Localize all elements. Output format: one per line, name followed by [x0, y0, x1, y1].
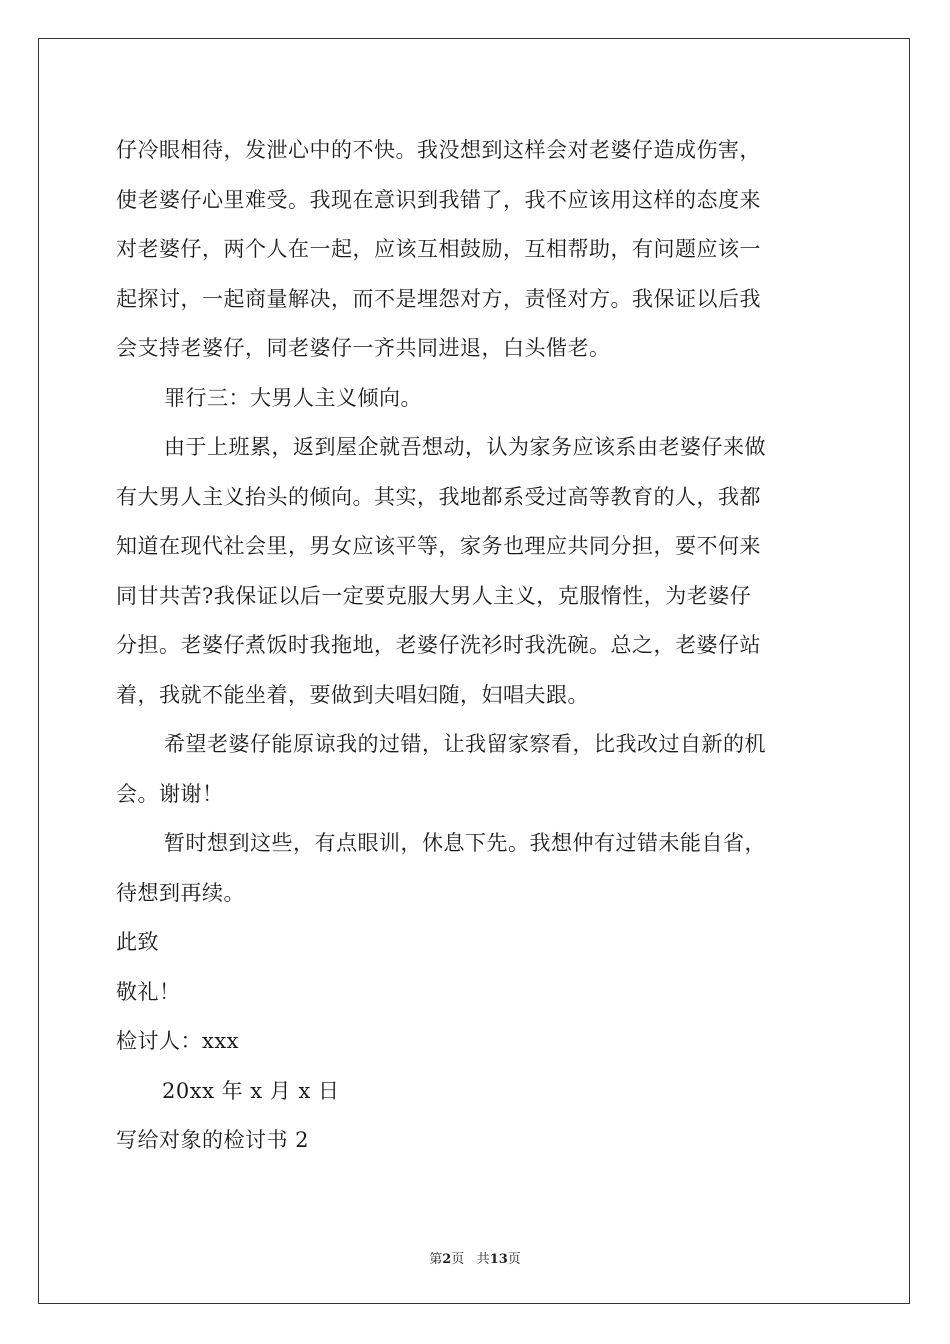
body-line: 由于上班累，返到屋企就吾想动，认为家务应该系由老婆仔来做: [164, 435, 766, 459]
body-line: 起探讨，一起商量解决，而不是埋怨对方，责怪对方。我保证以后我: [116, 286, 761, 311]
total-suffix: 页: [507, 1252, 521, 1267]
document-body: [116, 126, 836, 1166]
page-prefix: 第: [429, 1252, 443, 1267]
body-line: 仔冷眼相待，发泄心中的不快。我没想到这样会对老婆仔造成伤害，: [116, 138, 761, 162]
total-prefix: 共: [476, 1252, 490, 1267]
body-line: 着，我就不能坐着，要做到夫唱妇随，妇唱夫跟。: [116, 682, 589, 707]
next-title: 写给对象的检讨书 2: [116, 1128, 310, 1152]
date-line: 20xx 年 x 月 x 日: [162, 1078, 340, 1103]
total-pages: 13: [489, 1252, 508, 1267]
section-heading: 罪行三：大男人主义倾向。: [164, 385, 422, 410]
body-line: 同甘共苦?我保证以后一定要克服大男人主义，克服惰性，为老婆仔: [116, 583, 752, 608]
body-line: 暂时想到这些，有点眼训，休息下先。我想仲有过错未能自省，: [164, 831, 766, 855]
body-line: 会支持老婆仔，同老婆仔一齐共同进退，白头偕老。: [116, 336, 611, 360]
closing-line: 此致: [116, 930, 159, 954]
page-suffix: 页: [451, 1252, 465, 1267]
body-line: 使老婆仔心里难受。我现在意识到我错了，我不应该用这样的态度来: [116, 187, 761, 212]
body-line: 知道在现代社会里，男女应该平等，家务也理应共同分担，要不何来: [116, 534, 761, 558]
signature-line: 检讨人：xxx: [116, 1029, 240, 1053]
body-line: 希望老婆仔能原谅我的过错，让我留家察看，比我改过自新的机: [164, 732, 766, 756]
page-number: 2: [442, 1252, 452, 1267]
page-footer: [0, 1248, 950, 1267]
body-line: 对老婆仔，两个人在一起，应该互相鼓励，互相帮助，有问题应该一: [116, 237, 761, 261]
salutation-line: 敬礼！: [116, 979, 181, 1004]
body-line: 分担。老婆仔煮饭时我拖地，老婆仔洗衫时我洗碗。总之，老婆仔站: [116, 633, 761, 657]
body-line: 会。谢谢！: [116, 781, 224, 806]
body-line: 待想到再续。: [116, 880, 245, 905]
body-line: 有大男人主义抬头的倾向。其实，我地都系受过高等教育的人，我都: [116, 484, 761, 509]
